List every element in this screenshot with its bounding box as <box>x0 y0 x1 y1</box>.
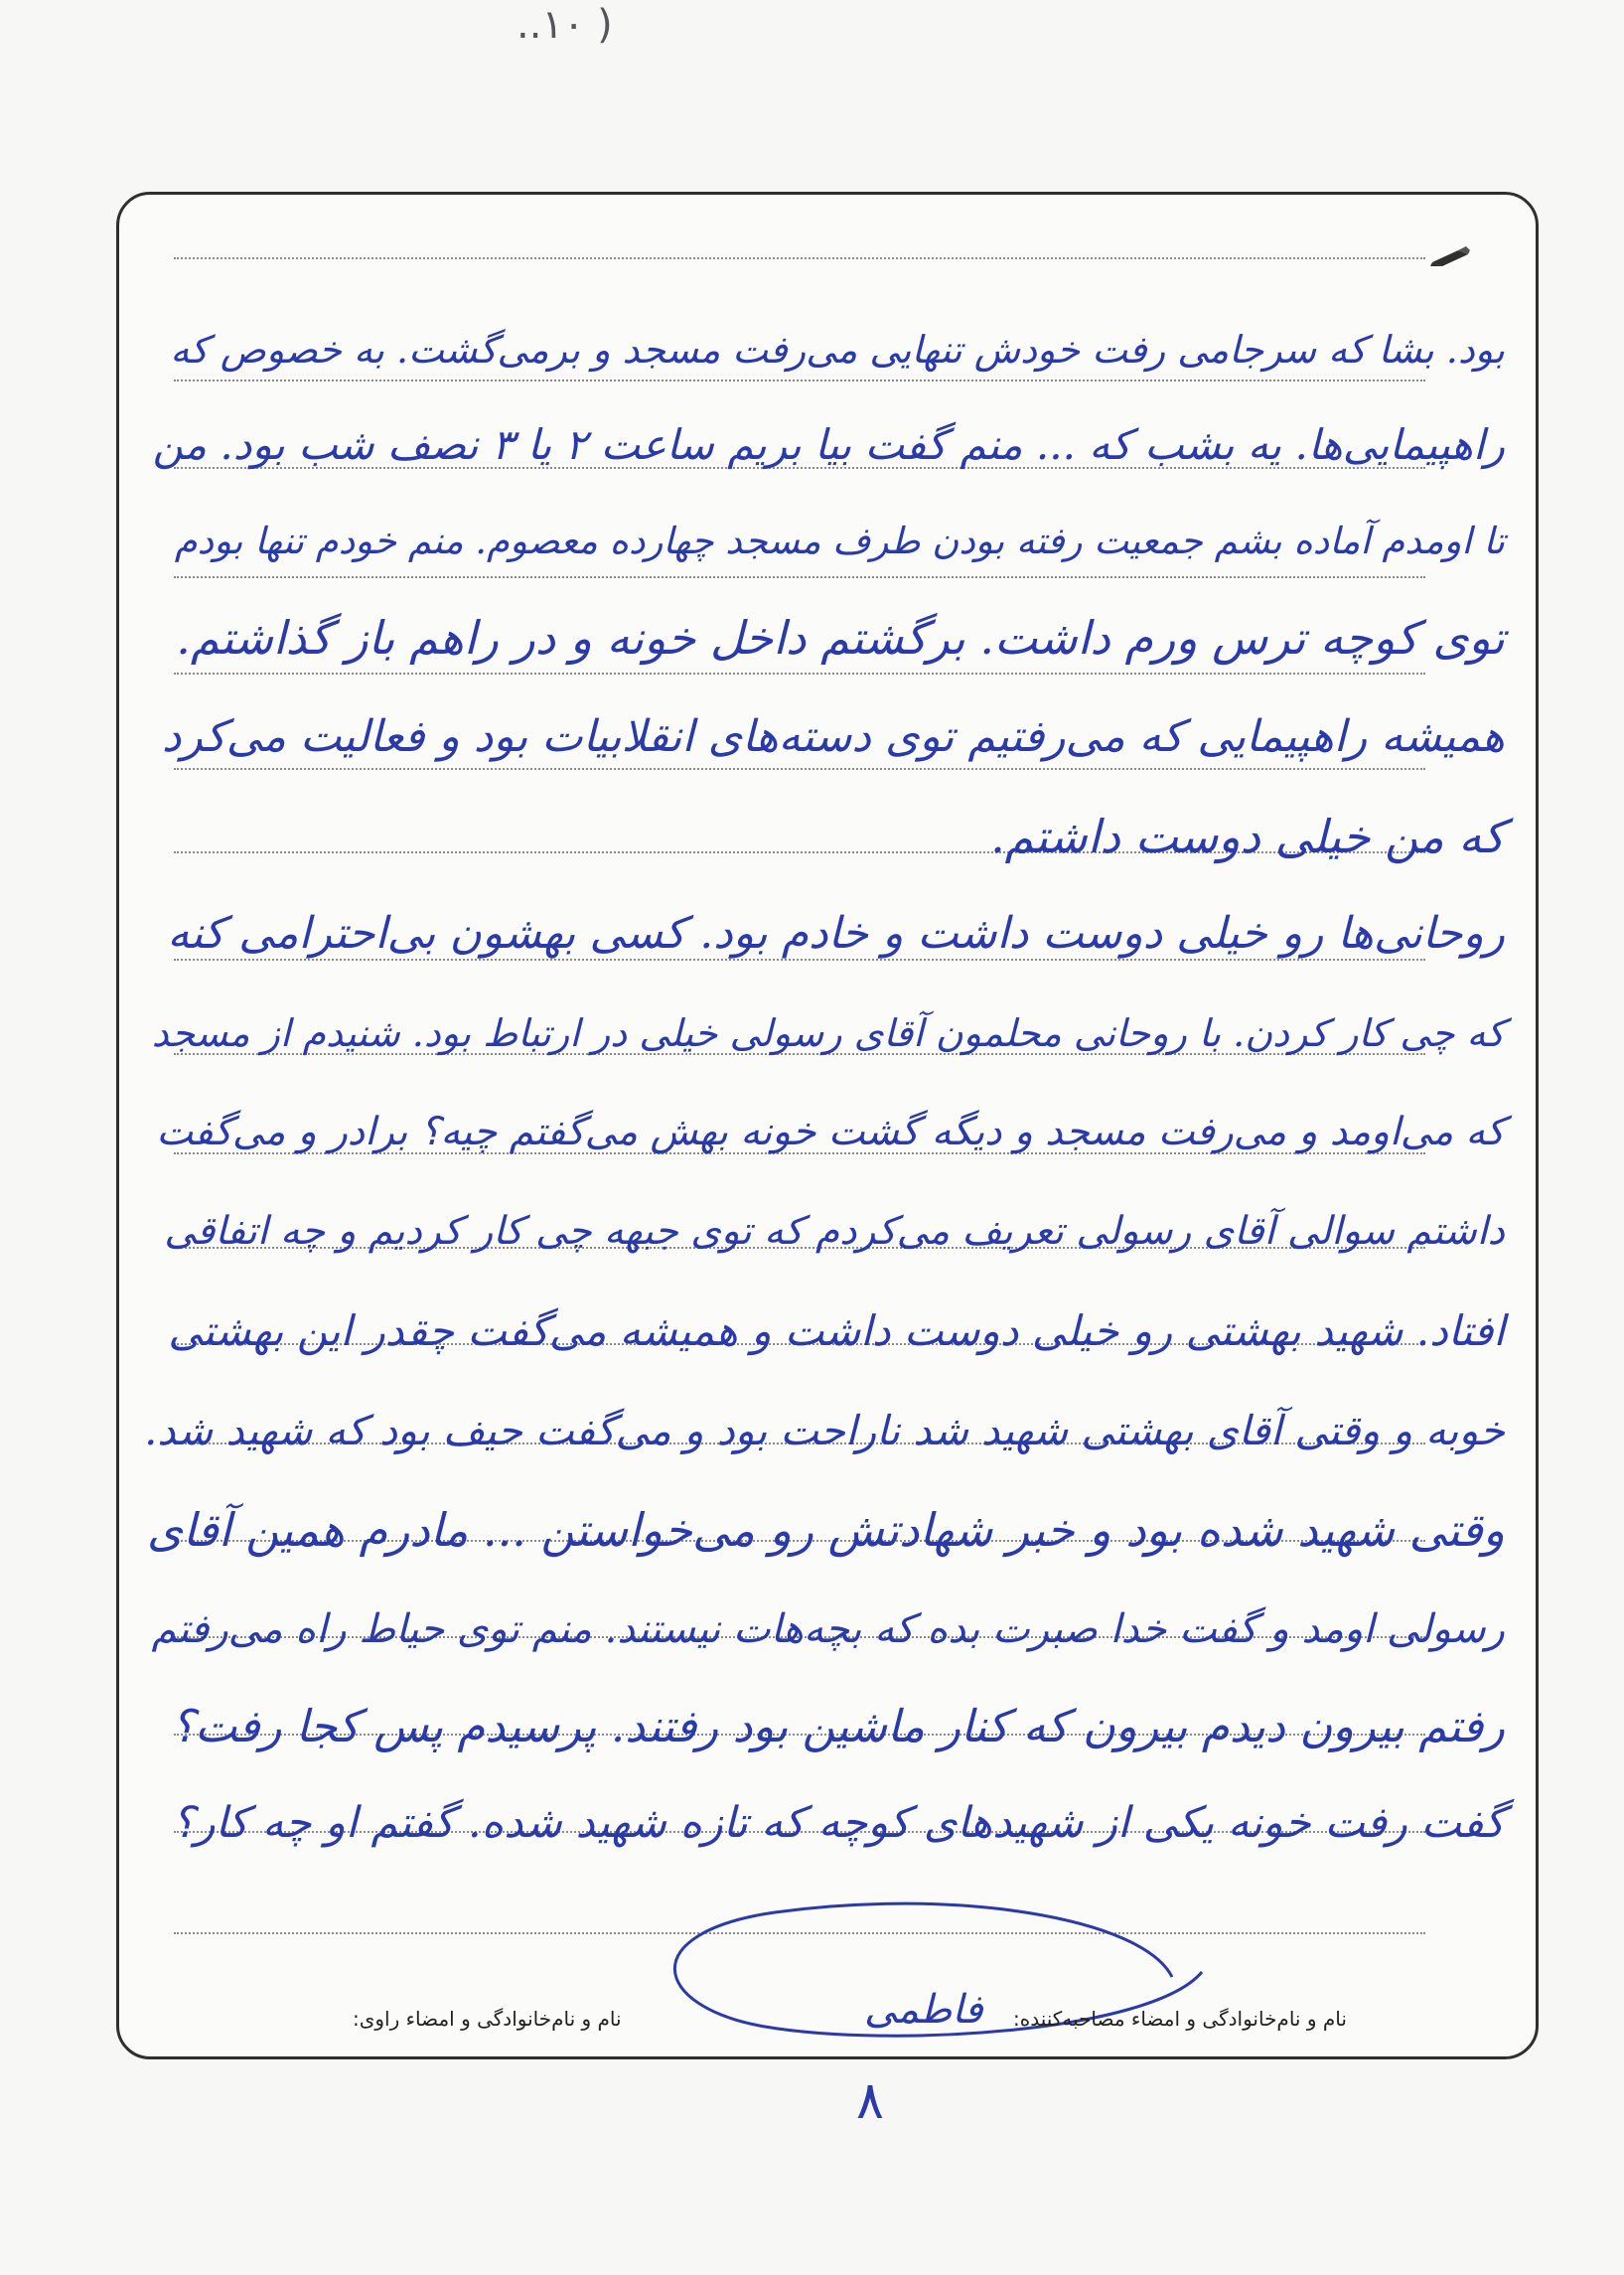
page-number: ۸ <box>856 2071 884 2131</box>
handwritten-line: گفت رفت خونه یکی از شهیدهای کوچه که تازه شهید شده. گفتم او چه کار؟ <box>172 1798 1505 1848</box>
handwritten-line: راهپیمایی‌ها. یه بشب که ... منم گفت بیا بریم ساعت ۲ یا ۳ نصف شب بود. من <box>152 420 1505 469</box>
handwritten-line: که من خیلی دوست داشتم. <box>990 810 1505 863</box>
narrator-label: نام و نام‌خانوادگی و امضاء راوی: <box>353 2007 622 2031</box>
handwritten-line: بود. بشا که سرجامی رفت خودش تنهایی می‌رفت مسجد و برمی‌گشت. به خصوص که <box>170 328 1505 372</box>
handwritten-line: افتاد. شهید بهشتی رو خیلی دوست داشت و همیشه می‌گفت چقدر این بهشتی <box>168 1306 1505 1355</box>
handwritten-line: رفتم بیرون دیدم بیرون که کنار ماشین بود رفتند. پرسیدم پس کجا رفت؟ <box>171 1700 1505 1752</box>
handwritten-line: رسولی اومد و گفت خدا صبرت بده که بچه‌هات نیستند. منم توی حیاط راه می‌رفتم <box>151 1606 1505 1652</box>
ruled-line <box>174 257 1425 259</box>
page-top-mark: ( ۱۰.. <box>517 2 613 48</box>
ruled-line <box>174 379 1425 381</box>
handwritten-line: داشتم سوالی آقای رسولی تعریف می‌کردم که توی جبهه چی کار کردیم و چه اتفاقی <box>164 1209 1505 1254</box>
handwritten-line: توی کوچه ترس ورم داشت. برگشتم داخل خونه و در راهم باز گذاشتم. <box>176 611 1505 665</box>
handwritten-line: خوبه و وقتی آقای بهشتی شهید شد ناراحت بود و می‌گفت حیف بود که شهید شد. <box>144 1407 1505 1454</box>
interviewer-label: نام و نام‌خانوادگی و امضاء مصاحبه‌کننده: <box>1013 2007 1347 2031</box>
handwritten-line: همیشه راهپیمایی که می‌رفتیم توی دسته‌های انقلابیات بود و فعالیت می‌کرد <box>161 711 1505 762</box>
handwritten-line: تا اومدم آماده بشم جمعیت رفته بودن طرف مسجد چهارده معصوم. منم خودم تنها بودم <box>174 520 1505 562</box>
pen-icon <box>1428 244 1472 268</box>
handwritten-line: وقتی شهید شده بود و خبر شهادتش رو می‌خواستن ... مادرم همین آقای <box>146 1503 1505 1557</box>
handwritten-line: که چی کار کردن. با روحانی محلمون آقای رسولی خیلی در ارتباط بود. شنیدم از مسجد <box>151 1011 1505 1055</box>
ruled-line <box>174 673 1425 675</box>
ruled-line <box>174 768 1425 770</box>
ruled-line <box>174 1932 1425 1934</box>
handwritten-line: که می‌اومد و می‌رفت مسجد و دیگه گشت خونه بهش می‌گفتم چیه؟ برادر و می‌گفت <box>156 1110 1505 1154</box>
interviewer-signature: فاطمی <box>864 1987 983 2033</box>
ruled-line <box>174 576 1425 578</box>
handwritten-line: روحانی‌ها رو خیلی دوست داشت و خادم بود. کسی بهشون بی‌احترامی کنه <box>167 908 1505 959</box>
